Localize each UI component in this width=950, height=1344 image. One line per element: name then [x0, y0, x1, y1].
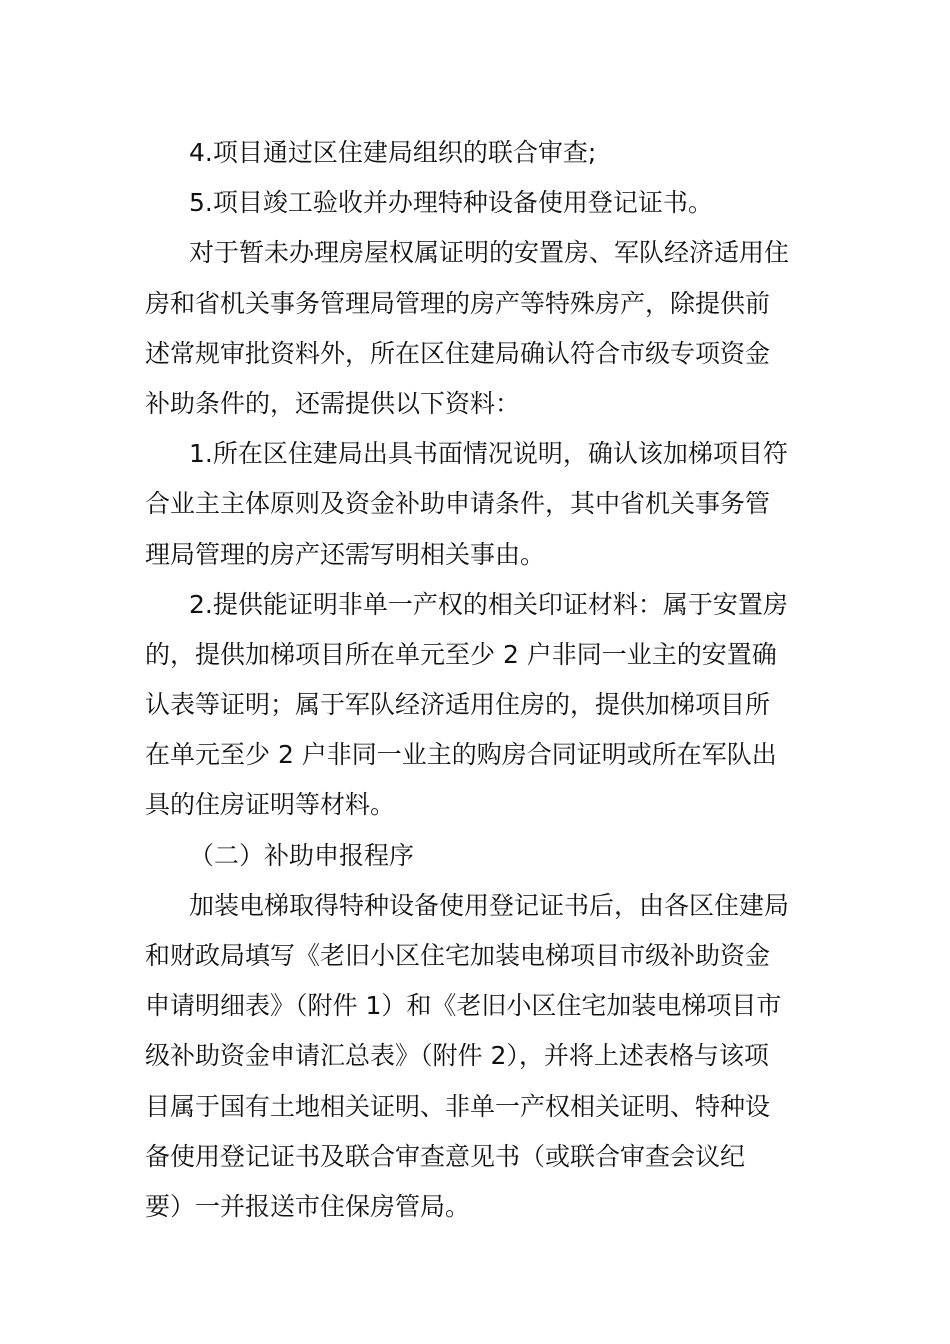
- section-heading: [145, 831, 810, 881]
- paragraph-procedure: [145, 881, 810, 1232]
- paragraph-special-housing: [145, 228, 810, 429]
- text-line: 在单元至少 2 户非同一业主的购房合同证明或所在军队出: [145, 740, 777, 770]
- section-heading-text: （二）补助申报程序: [189, 840, 415, 870]
- paragraph-item-4: [145, 128, 810, 178]
- text-line: 级补助资金申请汇总表》（附件 2），并将上述表格与该项: [145, 1041, 769, 1071]
- text-line: 补助条件的，还需提供以下资料：: [145, 388, 521, 418]
- text-line: 和财政局填写《老旧小区住宅加装电梯项目市级补助资金: [145, 941, 771, 970]
- text-line: 4.项目通过区住建局组织的联合审查;: [189, 138, 597, 167]
- paragraph-item-5: [145, 178, 810, 228]
- text-line: 房和省机关事务管理局管理的房产等特殊房产，除提供前: [145, 288, 771, 318]
- text-line: 目属于国有土地相关证明、非单一产权相关证明、特种设: [145, 1091, 771, 1121]
- text-line: 的，提供加梯项目所在单元至少 2 户非同一业主的安置确: [145, 639, 777, 669]
- text-line: 加装电梯取得特种设备使用登记证书后，由各区住建局: [189, 890, 790, 920]
- text-line: 对于暂未办理房屋权属证明的安置房、军队经济适用住: [189, 238, 790, 268]
- text-line: 要）一并报送市住保房管局。: [145, 1191, 471, 1221]
- text-line: 合业主主体原则及资金补助申请条件，其中省机关事务管: [145, 489, 771, 519]
- paragraph-material-2: [145, 580, 810, 831]
- text-line: 认表等证明；属于军队经济适用住房的，提供加梯项目所: [145, 690, 771, 720]
- text-line: 具的住房证明等材料。: [145, 790, 396, 820]
- paragraph-material-1: [145, 429, 810, 580]
- text-line: 申请明细表》（附件 1）和《老旧小区住宅加装电梯项目市: [145, 991, 782, 1021]
- text-line: 2.提供能证明非单一产权的相关印证材料：属于安置房: [189, 589, 788, 619]
- text-line: 1.所在区住建局出具书面情况说明，确认该加梯项目符: [189, 439, 788, 469]
- text-line: 述常规审批资料外，所在区住建局确认符合市级专项资金: [145, 338, 771, 368]
- text-line: 理局管理的房产还需写明相关事由。: [145, 539, 546, 569]
- text-line: 备使用登记证书及联合审查意见书（或联合审查会议纪: [145, 1141, 746, 1171]
- document-body: [145, 128, 810, 1232]
- text-line: 5.项目竣工验收并办理特种设备使用登记证书。: [189, 188, 713, 218]
